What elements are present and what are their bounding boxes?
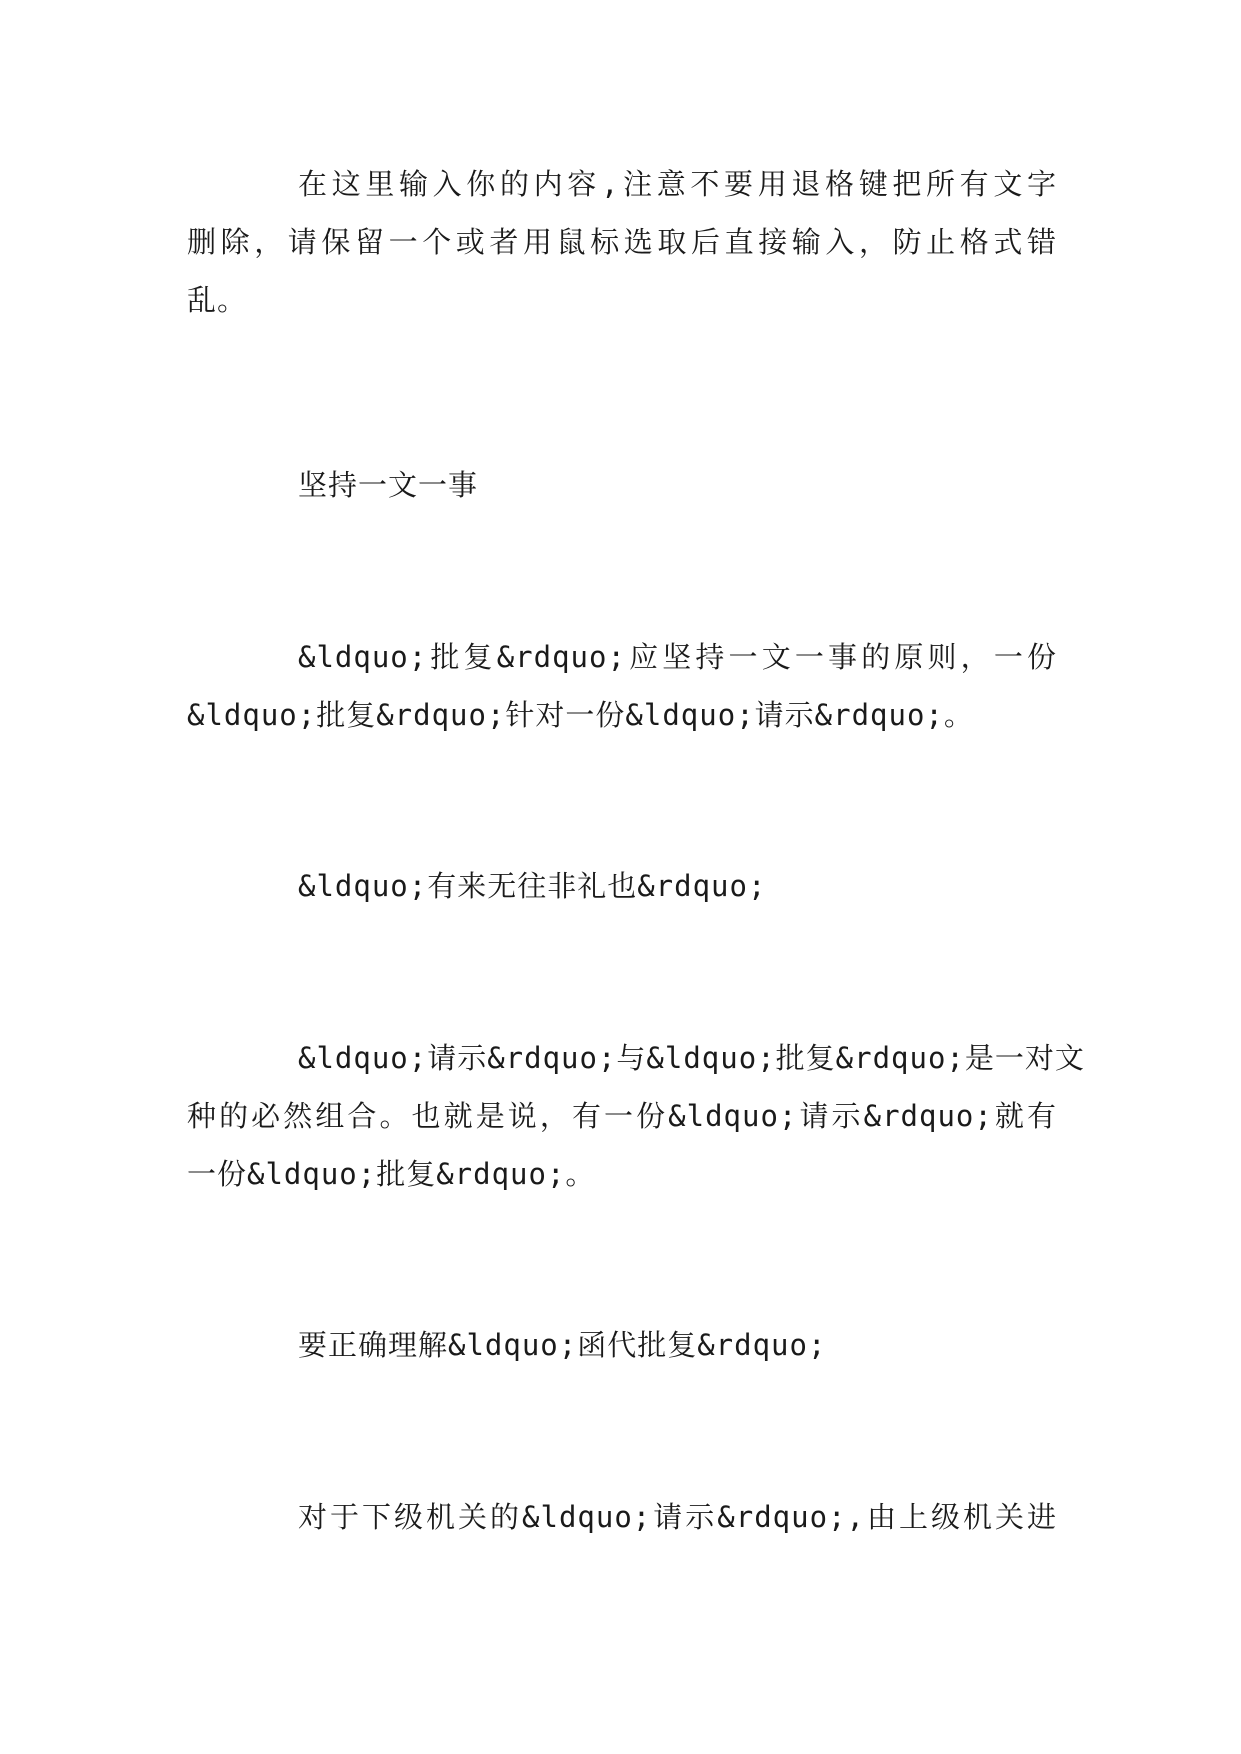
- paragraph-5-line-3: 一份&ldquo;批复&rdquo;。: [187, 1157, 596, 1191]
- section-heading-one-doc-one-matter: 坚持一文一事: [298, 468, 479, 502]
- paragraph-1-line-1: 在这里输入你的内容,注意不要用退格键把所有文字: [298, 167, 1057, 201]
- paragraph-3-line-1: &ldquo;批复&rdquo;应坚持一文一事的原则，一份: [298, 640, 1057, 674]
- paragraph-3-line-2: &ldquo;批复&rdquo;针对一份&ldquo;请示&rdquo;。: [187, 698, 974, 732]
- paragraph-1-line-3: 乱。: [187, 283, 248, 317]
- paragraph-1-line-2: 删除，请保留一个或者用鼠标选取后直接输入，防止格式错: [187, 225, 1057, 259]
- paragraph-7-line-1: 对于下级机关的&ldquo;请示&rdquo;,由上级机关进: [298, 1500, 1057, 1534]
- paragraph-6-line-1: 要正确理解&ldquo;函代批复&rdquo;: [298, 1328, 827, 1362]
- paragraph-5-line-1: &ldquo;请示&rdquo;与&ldquo;批复&rdquo;是一对文: [298, 1041, 1085, 1075]
- paragraph-4-line-1: &ldquo;有来无往非礼也&rdquo;: [298, 869, 767, 903]
- paragraph-5-line-2: 种的必然组合。也就是说，有一份&ldquo;请示&rdquo;就有: [187, 1099, 1057, 1133]
